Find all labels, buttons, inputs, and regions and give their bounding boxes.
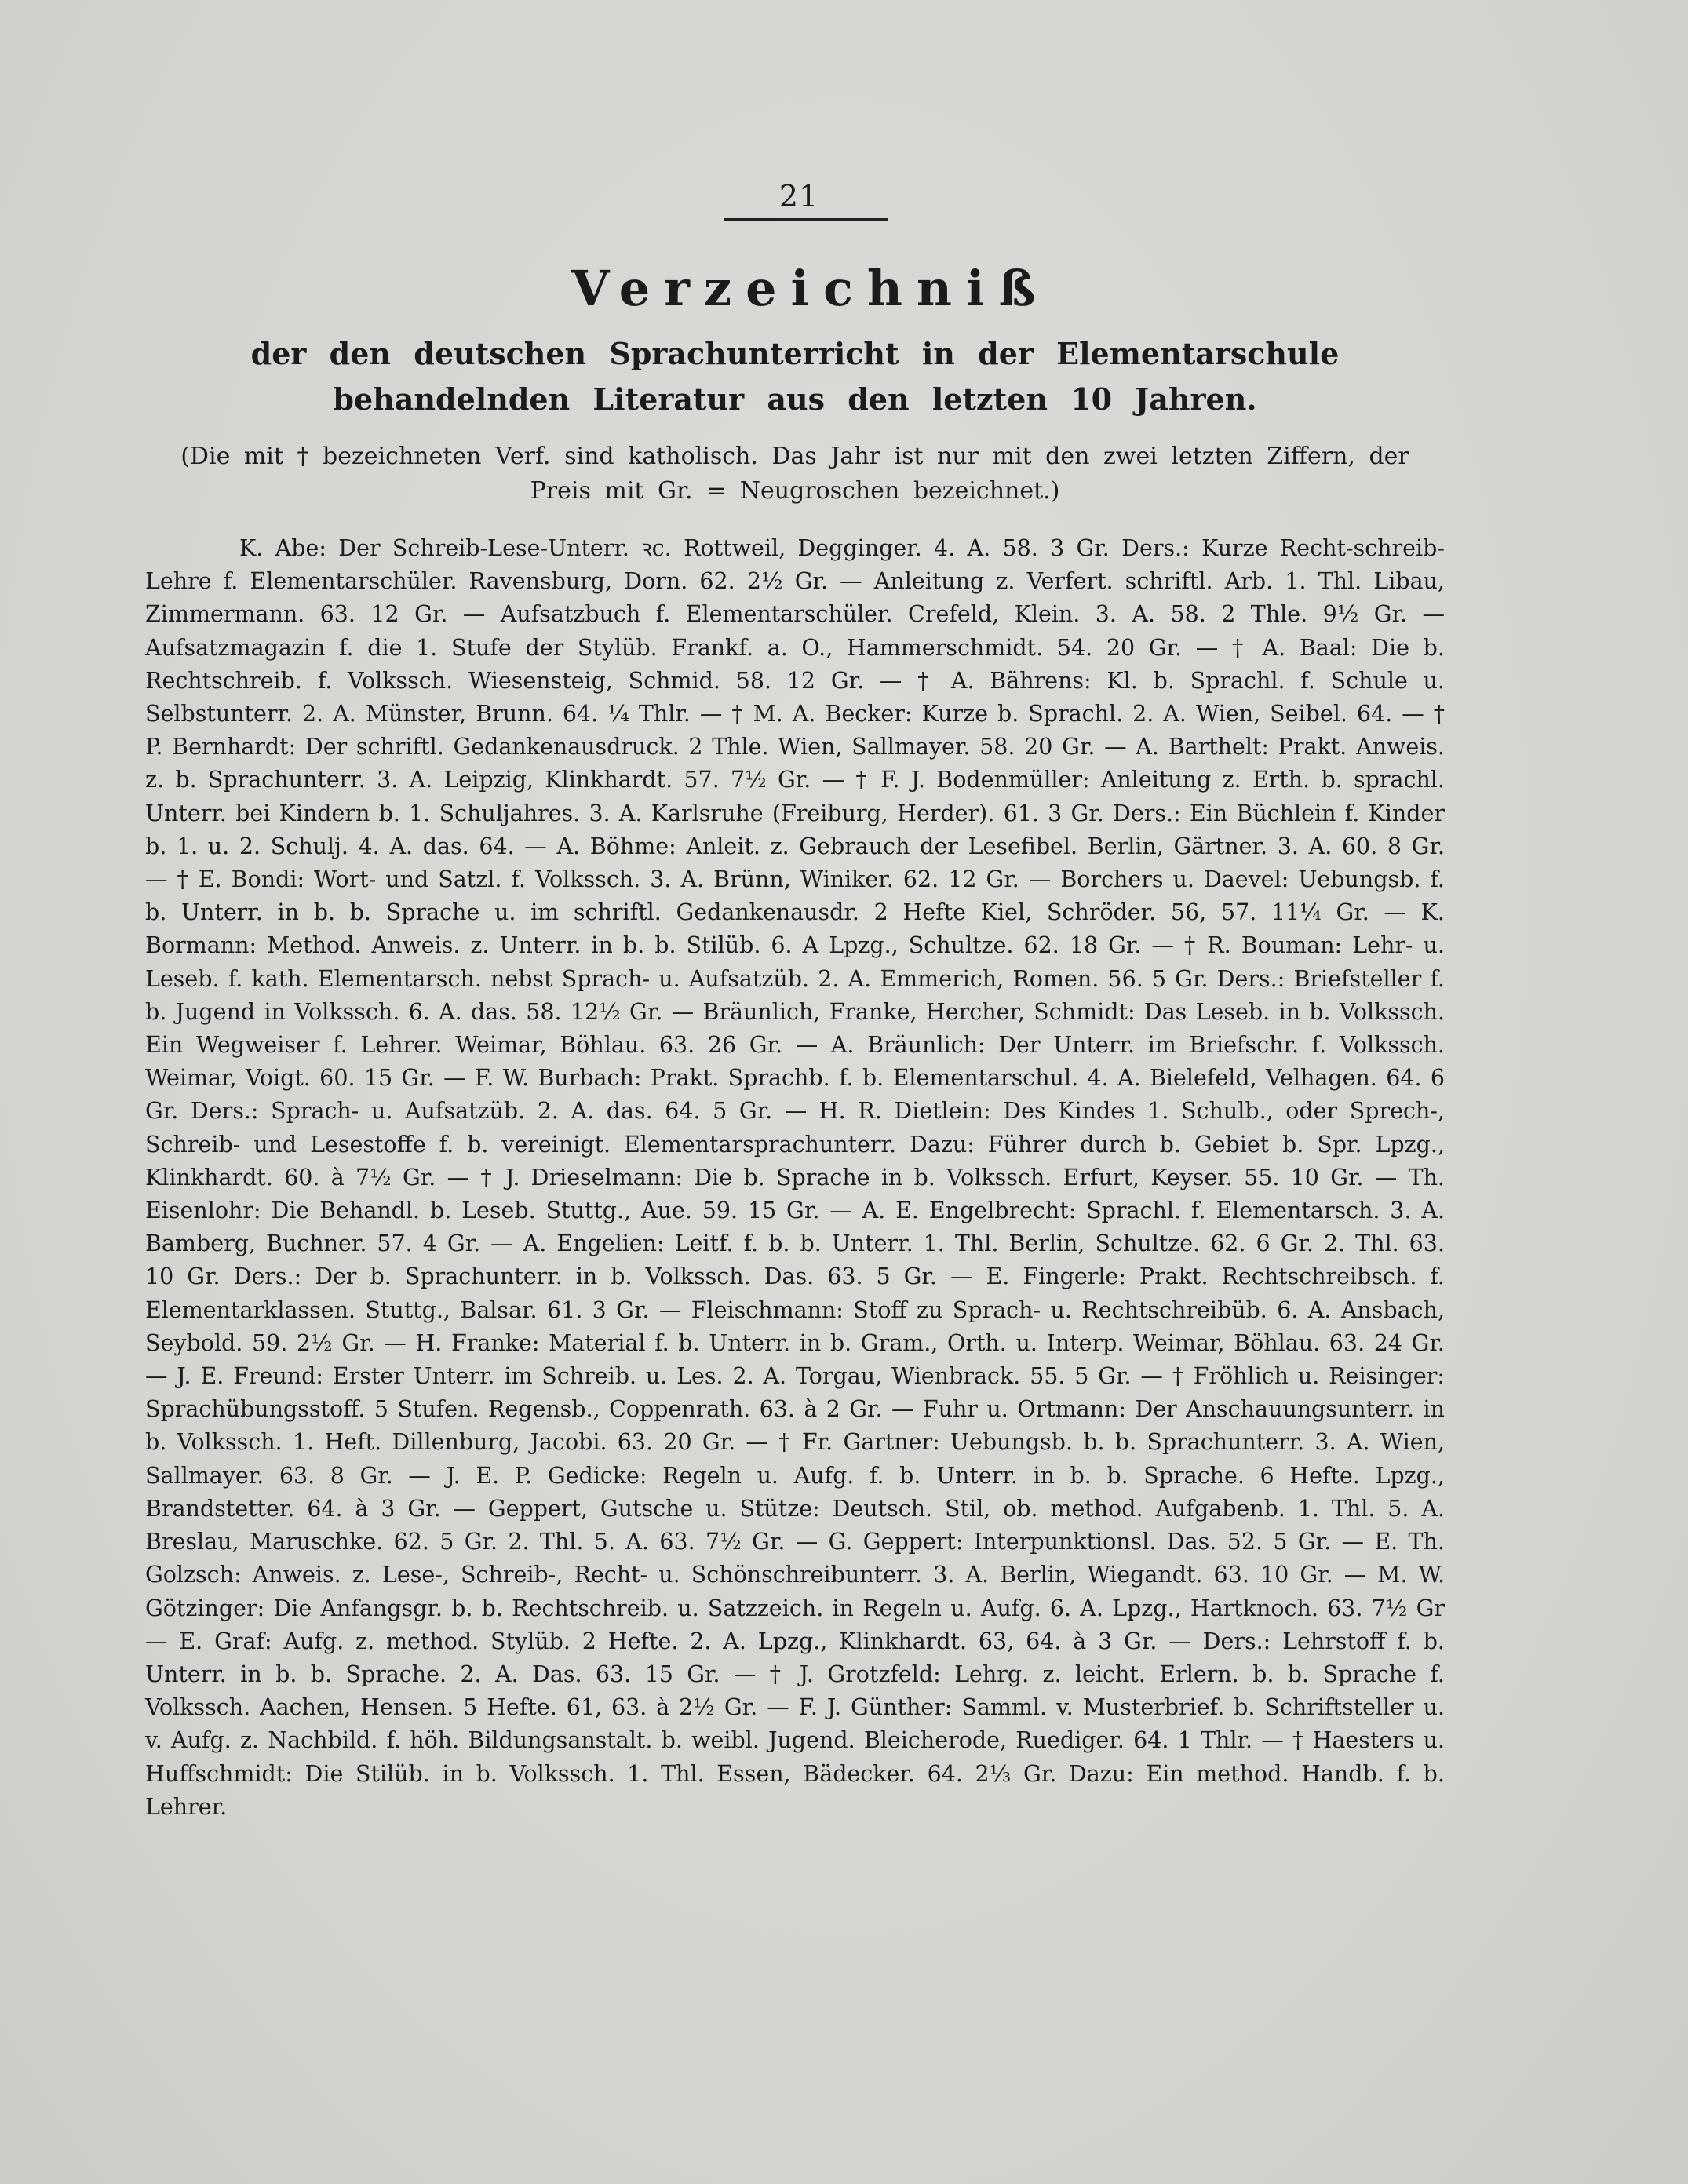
page-title: Verzeichniß (571, 260, 1050, 317)
header-rule (724, 218, 888, 221)
page-subtitle: der den deutschen Sprachunterricht in der Elementarschule behandelnden Literatur aus den letzten 10 Jahren. (250, 336, 1340, 417)
editorial-note: (Die mit † bezeichneten Verf. sind katholisch. Das Jahr ist nur mit den zwei letzten Ziffern, der Preis mit Gr. = Neugroschen bezeichnet.) (180, 443, 1409, 505)
page-number: 21 (778, 179, 819, 213)
bibliography-text: K. Abe: Der Schreib-Lese-Unterr. ꝛc. Rottweil, Degginger. 4. A. 58. 3 Gr. Ders.: Kurze Recht-schreib-Lehre f. Elementarschüler. Ravensburg, Dorn. 62. 2½ Gr. — Anleitung z. Verfert. schriftl. Arb. 1. Thl. Libau, Zimmermann. 63. 12 Gr. — Aufsatzbuch f. Elementarschüler. Crefeld, Klein. 3. A. 58. 2 Thle. 9½ Gr. — Aufsatzmagazin f. die 1. Stufe der Stylüb. Frankf. a. O., Hammerschmidt. 54. 20 Gr. — † A. Baal: Die b. Rechtschreib. f. Volkssch. Wiesensteig, Schmid. 58. 12 Gr. — † A. Bährens: Kl. b. Sprachl. f. Schule u. Selbstunterr. 2. A. Münster, Brunn. 64. ¼ Thlr. — † M. A. Becker: Kurze b. Sprachl. 2. A. Wien, Seibel. 64. — † P. Bernhardt: Der schriftl. Gedankenausdruck. 2 Thle. Wien, Sallmayer. 58. 20 Gr. — A. Barthelt: Prakt. Anweis. z. b. Sprachunterr. 3. A. Leipzig, Klinkhardt. 57. 7½ Gr. — † F. J. Bodenmüller: Anleitung z. Erth. b. sprachl. Unterr. bei Kindern b. 1. Schuljahres. 3. A. Karlsruhe (Freiburg, Herder). 61. 3 Gr. Ders.: Ein Büchlein f. Kinder b. 1. u. 2. Schulj. 4. A. das. 64. — A. Böhme: Anleit. z. Gebrauch der Lesefibel. Berlin, Gärtner. 3. A. 60. 8 Gr. — † E. Bondi: Wort- und Satzl. f. Volkssch. 3. A. Brünn, Winiker. 62. 12 Gr. — Borchers u. Daevel: Uebungsb. f. b. Unterr. in b. b. Sprache u. im schriftl. Gedankenausdr. 2 Hefte Kiel, Schröder. 56, 57. 11¼ Gr. — K. Bormann: Method. Anweis. z. Unterr. in b. b. Stilüb. 6. A Lpzg., Schultze. 62. 18 Gr. — † R. Bouman: Lehr- u. Leseb. f. kath. Elementarsch. nebst Sprach- u. Aufsatzüb. 2. A. Emmerich, Romen. 56. 5 Gr. Ders.: Briefsteller f. b. Jugend in Volkssch. 6. A. das. 58. 12½ Gr. — Bräunlich, Franke, Hercher, Schmidt: Das Leseb. in b. Volkssch. Ein Wegweiser f. Lehrer. Weimar, Böhlau. 63. 26 Gr. — A. Bräunlich: Der Unterr. im Briefschr. f. Volkssch. Weimar, Voigt. 60. 15 Gr. — F. W. Burbach: Prakt. Sprachb. f. b. Elementarschul. 4. A. Bielefeld, Velhagen. 64. 6 Gr. Ders.: Sprach- u. Aufsatzüb. 2. A. das. 64. 5 Gr. — H. R. Dietlein: Des Kindes 1. Schulb., oder Sprech-, Schreib- und Lesestoffe f. b. vereinigt. Elementarsprachunterr. Dazu: Führer durch b. Gebiet b. Spr. Lpzg., Klinkhardt. 60. à 7½ Gr. — † J. Drieselmann: Die b. Sprache in b. Volkssch. Erfurt, Keyser. 55. 10 Gr. — Th. Eisenlohr: Die Behandl. b. Leseb. Stuttg., Aue. 59. 15 Gr. — A. E. Engelbrecht: Sprachl. f. Elementarsch. 3. A. Bamberg, Buchner. 57. 4 Gr. — A. Engelien: Leitf. f. b. b. Unterr. 1. Thl. Berlin, Schultze. 62. 6 Gr. 2. Thl. 63. 10 Gr. Ders.: Der b. Sprachunterr. in b. Volkssch. Das. 63. 5 Gr. — E. Fingerle: Prakt. Rechtschreibsch. f. Elementarklassen. Stuttg., Balsar. 61. 3 Gr. — Fleischmann: Stoff zu Sprach- u. Rechtschreibüb. 6. A. Ansbach, Seybold. 59. 2½ Gr. — H. Franke: Material f. b. Unterr. in b. Gram., Orth. u. Interp. Weimar, Böhlau. 63. 24 Gr. — J. E. Freund: Erster Unterr. im Schreib. u. Les. 2. A. Torgau, Wienbrack. 55. 5 Gr. — † Fröhlich u. Reisinger: Sprachübungsstoff. 5 Stufen. Regensb., Coppenrath. 63. à 2 Gr. — Fuhr u. Ortmann: Der Anschauungsunterr. in b. Volkssch. 1. Heft. Dillenburg, Jacobi. 63. 20 Gr. — † Fr. Gartner: Uebungsb. b. b. Sprachunterr. 3. A. Wien, Sallmayer. 63. 8 Gr. — J. E. P. Gedicke: Regeln u. Aufg. f. b. Unterr. in b. b. Sprache. 6 Hefte. Lpzg., Brandstetter. 64. à 3 Gr. — Geppert, Gutsche u. Stütze: Deutsch. Stil, ob. method. Aufgabenb. 1. Thl. 5. A. Breslau, Maruschke. 62. 5 Gr. 2. Thl. 5. A. 63. 7½ Gr. — G. Geppert: Interpunktionsl. Das. 52. 5 Gr. — E. Th. Golzsch: Anweis. z. Lese-, Schreib-, Recht- u. Schönschreibunterr. 3. A. Berlin, Wiegandt. 63. 10 Gr. — M. W. Götzinger: Die Anfangsgr. b. b. Rechtschreib. u. Satzzeich. in Regeln u. Aufg. 6. A. Lpzg., Hartknoch. 63. 7½ Gr — E. Graf: Aufg. z. method. Stylüb. 2 Hefte. 2. A. Lpzg., Klinkhardt. 63, 64. à 3 Gr. — Ders.: Lehrstoff f. b. Unterr. in b. b. Sprache. 2. A. Das. 63. 15 Gr. — † J. Grotzfeld: Lehrg. z. leicht. Erlern. b. b. Sprache f. Volkssch. Aachen, Hensen. 5 Hefte. 61, 63. à 2½ Gr. — F. J. Günther: Samml. v. Musterbrief. b. Schriftsteller u. v. Aufg. z. Nachbild. f. höh. Bildungsanstalt. b. weibl. Jugend. Bleicherode, Ruediger. 64. 1 Thlr. — † Haesters u. Huffschmidt: Die Stilüb. in b. Volkssch. 1. Thl. Essen, Bädecker. 64. 2⅓ Gr. Dazu: Ein method. Handb. f. b. Lehrer. (145, 535, 1445, 1820)
